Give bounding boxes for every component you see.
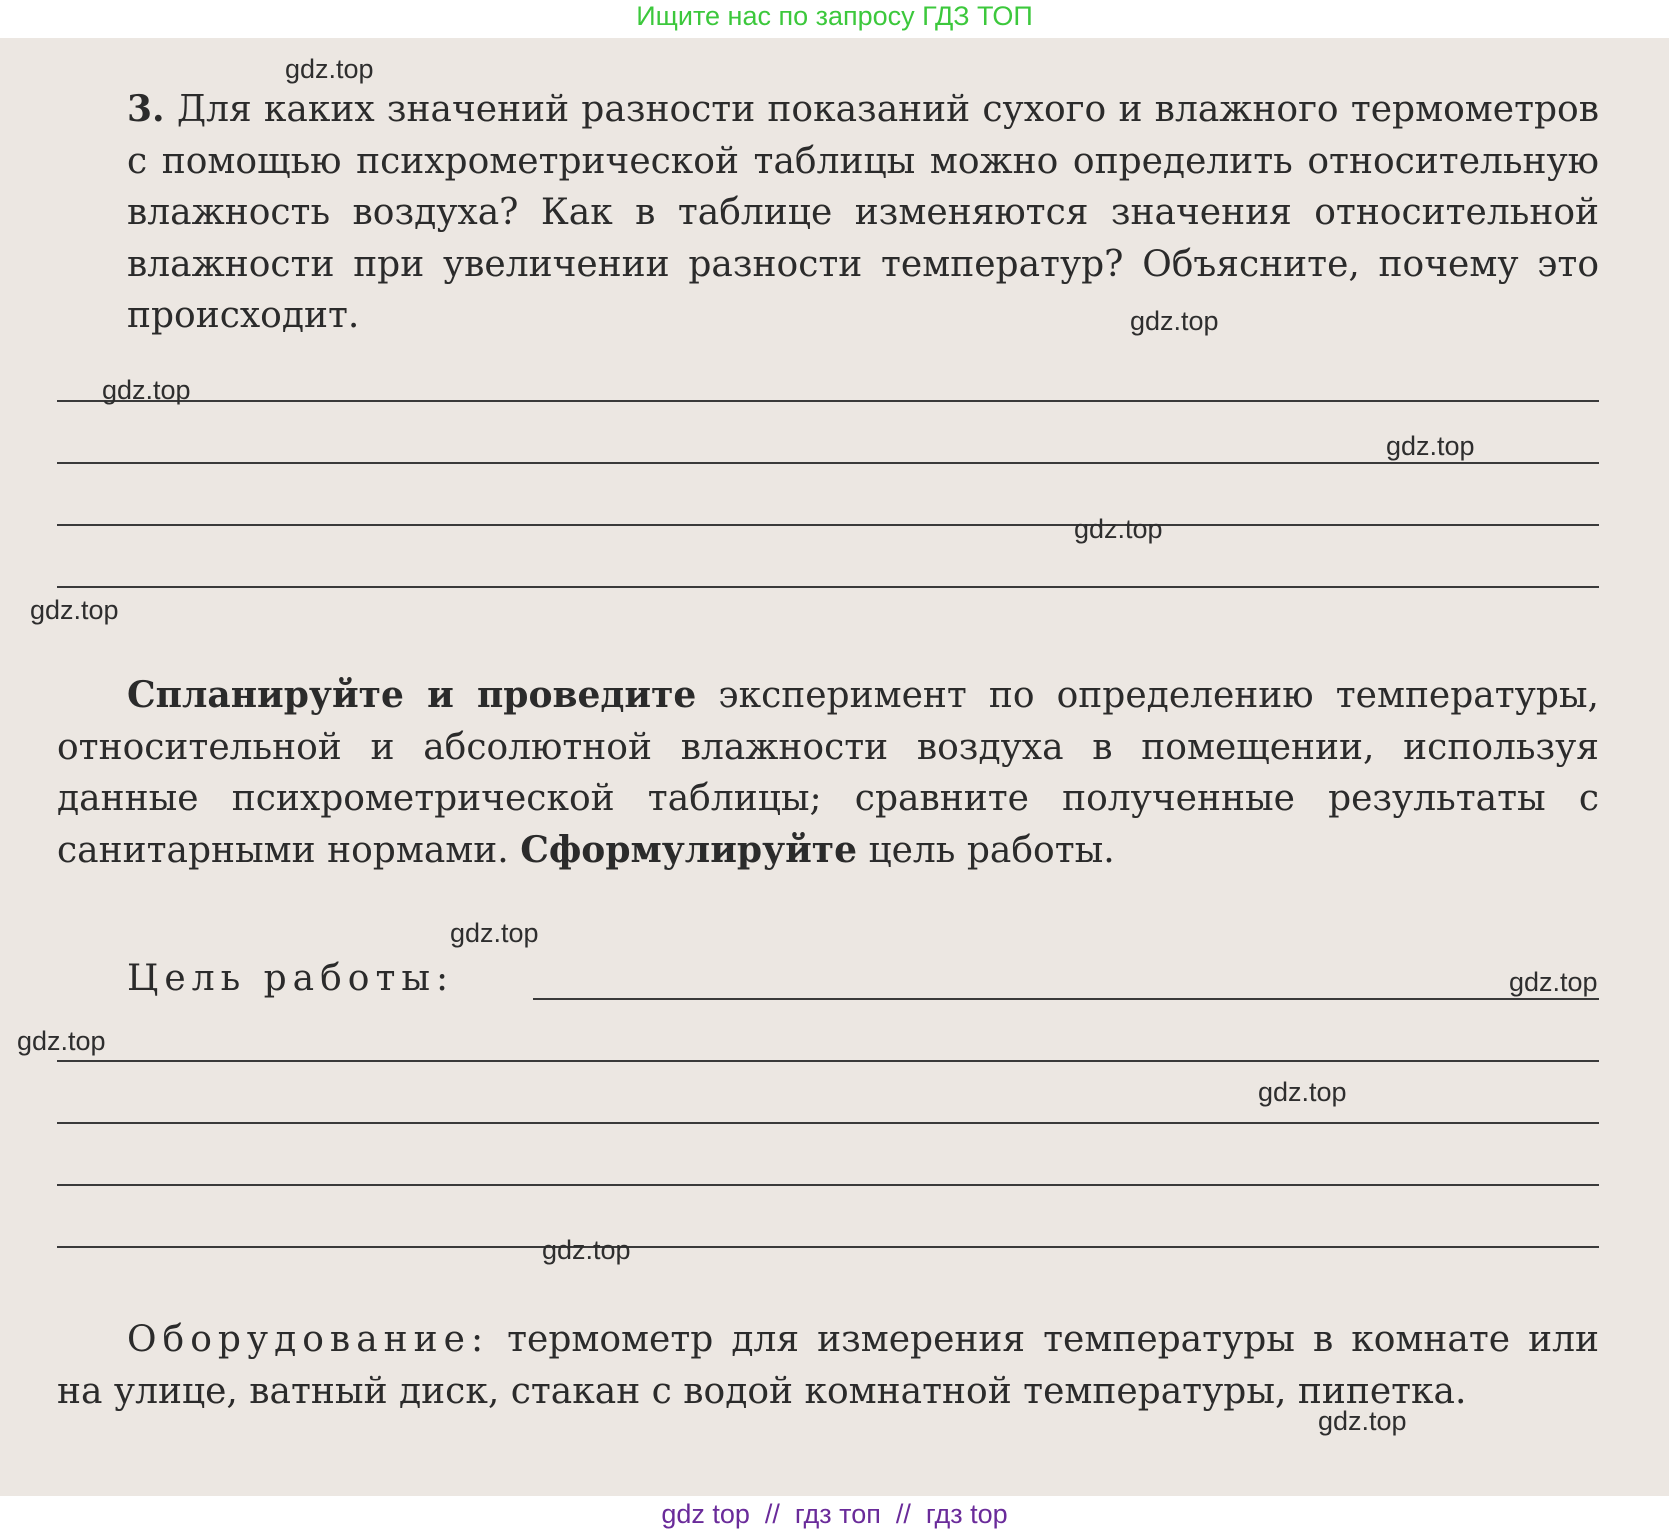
watermark: gdz.top (1130, 306, 1219, 336)
watermark: gdz.top (1258, 1077, 1347, 1107)
watermark: gdz.top (1074, 514, 1163, 544)
equipment-paragraph (57, 1314, 1599, 1417)
watermark: gdz.top (17, 1026, 106, 1056)
watermark: gdz.top (1509, 967, 1598, 997)
question-body: Для каких значений разности показаний сухого и влажного термометров с помощью психрометрической таблицы можно определить относительную влажность воздуха? Как в таблице изменяются значения относительной влажности при увеличении разности температур? Объясните, почему это происходит. (127, 89, 1599, 336)
workbook-page (0, 38, 1669, 1496)
watermark: gdz.top (1386, 431, 1475, 461)
bottom-banner[interactable]: gdz top // гдз топ // гдз top (661, 1499, 1008, 1529)
goal-line-3[interactable] (57, 1122, 1599, 1124)
question-number: 3. (127, 88, 165, 130)
watermark: gdz.top (1318, 1406, 1407, 1436)
equipment-text: термометр для измерения температуры в комнате или на улице, ватный диск, стакан с водой комнатной температуры, пипетка. (57, 1319, 1599, 1412)
task-bold-mid: Сформулируйте (520, 828, 858, 871)
goal-line-4[interactable] (57, 1184, 1599, 1186)
question-text (127, 84, 1599, 342)
task-paragraph (57, 670, 1599, 876)
top-banner[interactable]: Ищите нас по запросу ГДЗ ТОП (636, 1, 1033, 31)
answer-line-1[interactable] (57, 400, 1599, 402)
watermark: gdz.top (542, 1235, 631, 1265)
watermark: gdz.top (450, 918, 539, 948)
task-bold-start: Спланируйте и проведите (127, 674, 697, 716)
goal-line-1[interactable] (533, 998, 1599, 1000)
watermark: gdz.top (30, 595, 119, 625)
task-text-1: эксперимент по определению температуры, относительной и абсолютной влажности воздуха в помещении, используя данные психрометрической таблицы; сравните полученные результаты с санитарными нормами. (57, 675, 1599, 871)
task-text-2: цель работы. (857, 829, 1115, 871)
answer-line-4[interactable] (57, 586, 1599, 588)
goal-line-2[interactable] (57, 1060, 1599, 1062)
equipment-label: Оборудование: (127, 1319, 490, 1360)
watermark: gdz.top (102, 375, 191, 405)
answer-line-3[interactable] (57, 524, 1599, 526)
goal-label: Цель работы: (127, 958, 455, 999)
watermark: gdz.top (285, 54, 374, 84)
goal-line-5[interactable] (57, 1246, 1599, 1248)
question-3 (57, 84, 1599, 342)
answer-line-2[interactable] (57, 462, 1599, 464)
